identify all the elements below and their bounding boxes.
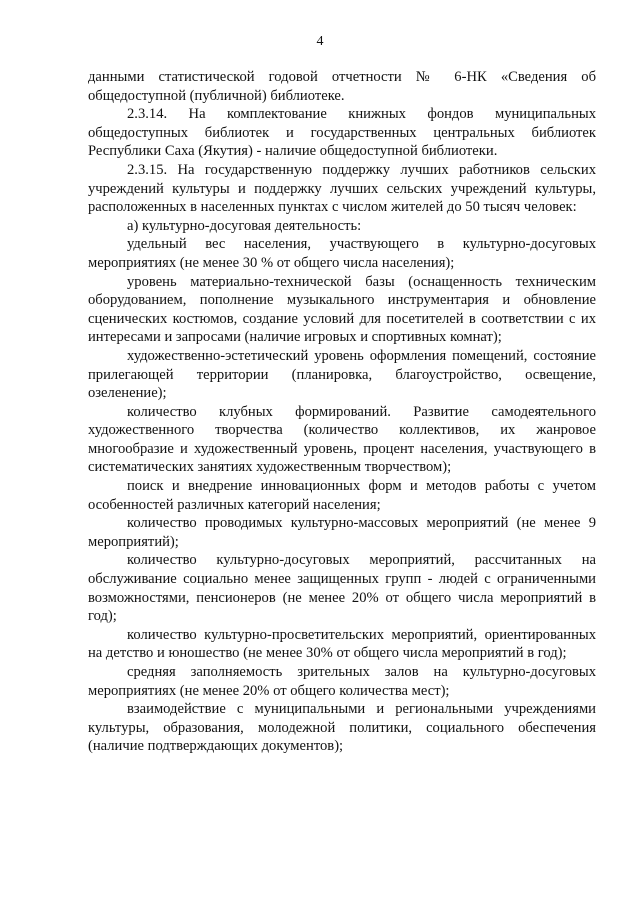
paragraph-continuation: данными статистической годовой отчетности № 6-НК «Сведения об общедоступной (публичной) библиотеке. xyxy=(88,69,596,104)
subsection-a-heading: а) культурно-досуговая деятельность: xyxy=(127,217,362,234)
paragraph-2-3-14: 2.3.14. На комплектование книжных фондов муниципальных общедоступных библиотек и государственных центральных библиотек Республики Саха (Якутия) - наличие общедоступной библиотеки. xyxy=(88,106,596,160)
criterion-participation-share: удельный вес населения, участвующего в культурно-досуговых мероприятиях (не менее 30 % от общего числа населения); xyxy=(88,236,596,271)
paragraph-2-3-15: 2.3.15. На государственную поддержку лучших работников сельских учреждений культуры и поддержку лучших сельских учреждений культуры, расположенных в населенных пунктах с числом жителей до 50 тысяч человек: xyxy=(88,161,596,216)
document-body xyxy=(88,68,596,756)
criterion-youth-events: количество культурно-просветительских мероприятий, ориентированных на детство и юношество (не менее 30% от общего числа мероприятий в год); xyxy=(88,626,596,662)
criterion-mass-events: количество проводимых культурно-массовых мероприятий (не менее 9 мероприятий); xyxy=(88,515,596,550)
criterion-aesthetic-level: художественно-эстетический уровень оформления помещений, состояние прилегающей территории (планировка, благоустройство, освещение, озеленение); xyxy=(88,347,596,402)
criterion-hall-occupancy: средняя заполняемость зрительных залов на культурно-досуговых мероприятиях (не менее 20% от общего количества мест); xyxy=(88,664,596,699)
criterion-material-base: уровень материально-технической базы (оснащенность техническим оборудованием, пополнение музыкального инструментария и обновление сценических костюмов, создание условий для посетителей в соответствии с их интересами и запросами (наличие игровых и спортивных комнат); xyxy=(88,273,596,346)
criterion-cooperation: взаимодействие с муниципальными и региональными учреждениями культуры, образования, молодежной политики, социального обеспечения (наличие подтверждающих документов); xyxy=(88,701,596,755)
criterion-club-formations: количество клубных формирований. Развитие самодеятельного художественного творчества (количество коллективов, их жанровое многообразие и художественный уровень, процент населения, участвующего в систематических занятиях художественным творчеством); xyxy=(88,403,596,476)
criterion-innovation: поиск и внедрение инновационных форм и методов работы с учетом особенностей различных категорий населения; xyxy=(88,478,596,513)
criterion-vulnerable-groups-events: количество культурно-досуговых мероприятий, рассчитанных на обслуживание социально менее защищенных групп - людей с ограниченными возможностями, пенсионеров (не менее 20% от общего числа мероприятий в год); xyxy=(88,552,596,625)
page-number: 4 xyxy=(316,34,324,49)
